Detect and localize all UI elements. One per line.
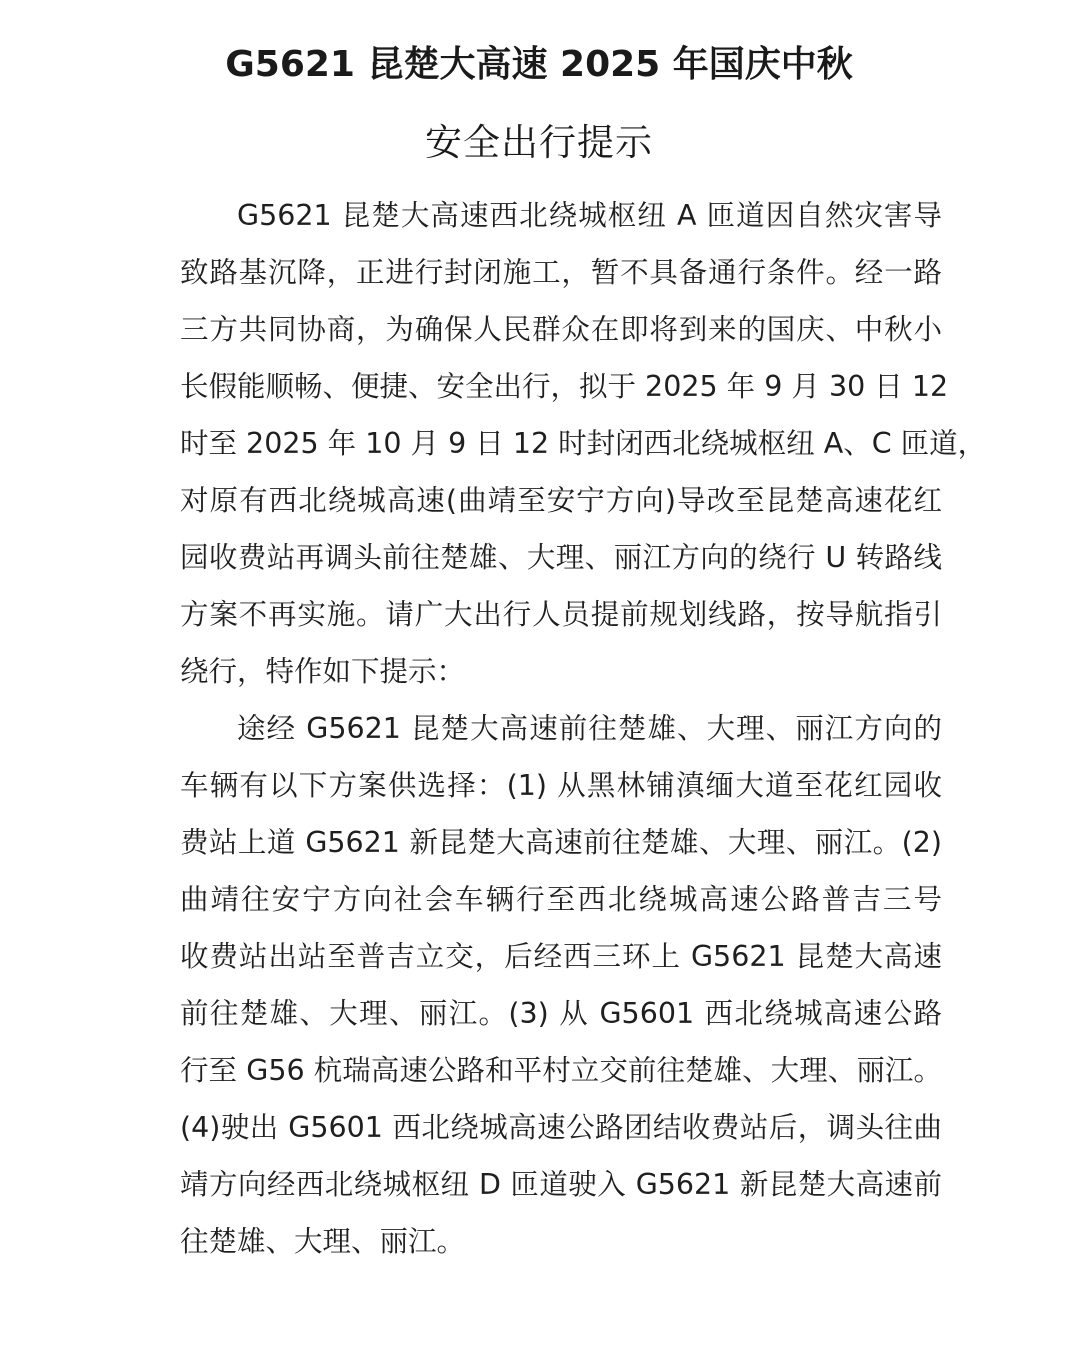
paragraph-2-line: 往楚雄、大理、丽江。 [180,1225,466,1258]
paragraph-1-line: 三方共同协商，为确保人民群众在即将到来的国庆、中秋小 [180,313,942,346]
paragraph-2-line: 行至 G56 杭瑞高速公路和平村立交前往楚雄、大理、丽江。 [180,1054,942,1087]
document-title-line-1: G5621 昆楚大高速 2025 年国庆中秋 [225,44,853,85]
paragraph-2-line: 靖方向经西北绕城枢纽 D 匝道驶入 G5621 新昆楚大高速前 [180,1168,942,1201]
paragraph-1-line: 绕行，特作如下提示： [180,655,466,688]
document-title-line-2: 安全出行提示 [425,121,653,164]
paragraph-1-line: 园收费站再调头前往楚雄、大理、丽江方向的绕行 U 转路线 [180,541,942,574]
paragraph-2-line: 收费站出站至普吉立交，后经西三环上 G5621 昆楚大高速 [180,940,942,973]
paragraph-2-line: 曲靖往安宁方向社会车辆行至西北绕城高速公路普吉三号 [180,883,942,916]
paragraph-2-line: 前往楚雄、大理、丽江。(3) 从 G5601 西北绕城高速公路 [180,997,942,1030]
paragraph-1-line: 长假能顺畅、便捷、安全出行，拟于 2025 年 9 月 30 日 12 [180,370,949,403]
paragraph-1-line: 时至 2025 年 10 月 9 日 12 时封闭西北绕城枢纽 A、C 匝道， [180,427,987,460]
paragraph-1-line: 方案不再实施。请广大出行人员提前规划线路，按导航指引 [180,598,942,631]
paragraph-2-line: (4)驶出 G5601 西北绕城高速公路团结收费站后，调头往曲 [180,1111,942,1144]
paragraph-2-line: 途经 G5621 昆楚大高速前往楚雄、大理、丽江方向的 [237,712,942,745]
paragraph-1-line: 致路基沉降，正进行封闭施工，暂不具备通行条件。经一路 [180,256,942,289]
paragraph-2-line: 费站上道 G5621 新昆楚大高速前往楚雄、大理、丽江。(2) [180,826,942,859]
paragraph-1-line: 对原有西北绕城高速(曲靖至安宁方向)导改至昆楚高速花红 [180,484,942,517]
paragraph-2-line: 车辆有以下方案供选择：(1) 从黑林铺滇缅大道至花红园收 [180,769,942,802]
paragraph-1-line: G5621 昆楚大高速西北绕城枢纽 A 匝道因自然灾害导 [237,199,942,232]
